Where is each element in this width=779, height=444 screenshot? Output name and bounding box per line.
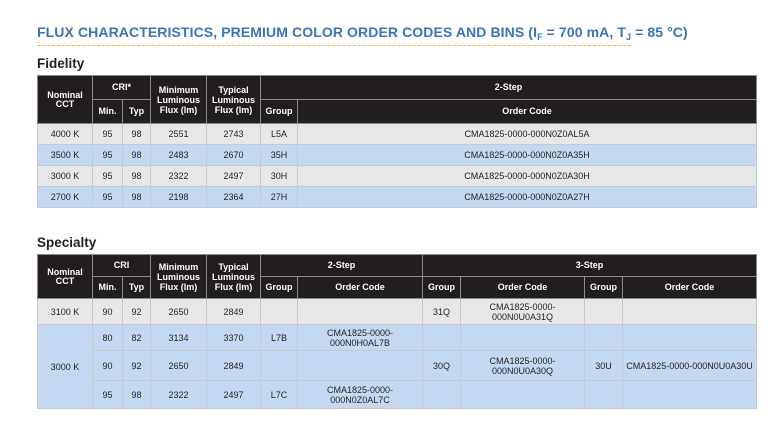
cell-order-code: CMA1825-0000-000N0Z0A30H	[298, 166, 757, 187]
cell-cct: 3100 K	[38, 299, 93, 325]
header-nominal-cct: Nominal CCT	[38, 255, 93, 299]
cell-cri-min: 90	[93, 299, 123, 325]
header-group: Group	[261, 100, 298, 124]
cell-cri-typ: 82	[123, 325, 151, 351]
cell-order-code: CMA1825-0000-000N0Z0A35H	[298, 145, 757, 166]
cell-cct: 3000 K	[38, 166, 93, 187]
table-row	[38, 325, 757, 351]
cell-min-flux: 2322	[151, 381, 207, 409]
cell-3step-order-code	[461, 325, 585, 351]
cell-min-flux: 2650	[151, 351, 207, 381]
cell-cri-typ: 98	[123, 145, 151, 166]
header-minimum-flux: Minimum Luminous Flux (lm)	[151, 76, 207, 124]
cell-3step-order-code: CMA1825-0000-000N0U0A31Q	[461, 299, 585, 325]
cell-2step-group: L7B	[261, 325, 298, 351]
table-row	[38, 166, 757, 187]
cell-typ-flux: 2497	[207, 381, 261, 409]
table-row	[38, 351, 757, 381]
cell-3step-group: 30U	[585, 351, 623, 381]
cell-group: 35H	[261, 145, 298, 166]
cell-2step-group	[261, 299, 298, 325]
cell-3step-group	[423, 381, 461, 409]
cell-min-flux: 2322	[151, 166, 207, 187]
cell-cct: 3500 K	[38, 145, 93, 166]
cell-3step-group	[585, 325, 623, 351]
cell-3step-order-code: CMA1825-0000-000N0U0A30Q	[461, 351, 585, 381]
cell-min-flux: 2198	[151, 187, 207, 208]
cell-cct: 4000 K	[38, 124, 93, 145]
cell-cri-min: 95	[93, 145, 123, 166]
cell-cri-min: 95	[93, 166, 123, 187]
cell-typ-flux: 2670	[207, 145, 261, 166]
table-row	[38, 187, 757, 208]
cell-group: L5A	[261, 124, 298, 145]
table-row	[38, 299, 757, 325]
cell-min-flux: 3134	[151, 325, 207, 351]
page-title: FLUX CHARACTERISTICS, PREMIUM COLOR ORDER CODES AND BINS ($I_F = 700$ mA, $T_J = 85$ °C)	[37, 24, 688, 42]
cell-order-code: CMA1825-0000-000N0Z0AL5A	[298, 124, 757, 145]
cell-typ-flux: 2849	[207, 351, 261, 381]
cell-cri-min: 95	[93, 381, 123, 409]
header-cri-min: Min.	[93, 100, 123, 124]
cell-2step-order-code	[298, 299, 423, 325]
header-3-step: 3-Step	[423, 255, 757, 277]
cell-typ-flux: 2364	[207, 187, 261, 208]
cell-min-flux: 2551	[151, 124, 207, 145]
cell-typ-flux: 2849	[207, 299, 261, 325]
cell-order-code: CMA1825-0000-000N0Z0A27H	[298, 187, 757, 208]
header-cri: CRI*	[93, 76, 151, 100]
header-group: Group	[423, 277, 461, 299]
table-row	[38, 124, 757, 145]
cell-3step-group	[585, 381, 623, 409]
specialty-table	[37, 254, 757, 409]
cell-3step-group: 31Q	[423, 299, 461, 325]
cell-cri-typ: 98	[123, 124, 151, 145]
cell-typ-flux: 2497	[207, 166, 261, 187]
section-title-specialty: Specialty	[37, 235, 97, 250]
section-title-fidelity: Fidelity	[37, 56, 85, 71]
cell-2step-group: L7C	[261, 381, 298, 409]
cell-typ-flux: 3370	[207, 325, 261, 351]
cell-3step-order-code: CMA1825-0000-000N0U0A30U	[623, 351, 757, 381]
header-2-step: 2-Step	[261, 76, 757, 100]
cell-group: 30H	[261, 166, 298, 187]
header-cri-min: Min.	[93, 277, 123, 299]
header-order-code: Order Code	[298, 100, 757, 124]
cell-3step-order-code	[623, 299, 757, 325]
cell-3step-group	[423, 325, 461, 351]
cell-group: 27H	[261, 187, 298, 208]
cell-min-flux: 2650	[151, 299, 207, 325]
cell-cri-min: 95	[93, 187, 123, 208]
cell-cct: 2700 K	[38, 187, 93, 208]
cell-cri-min: 90	[93, 351, 123, 381]
cell-cri-typ: 92	[123, 299, 151, 325]
cell-cri-typ: 98	[123, 187, 151, 208]
cell-min-flux: 2483	[151, 145, 207, 166]
cell-3step-order-code	[461, 381, 585, 409]
table-row	[38, 381, 757, 409]
header-group: Group	[585, 277, 623, 299]
cell-cri-typ: 98	[123, 381, 151, 409]
cell-3step-order-code	[623, 325, 757, 351]
header-minimum-flux: Minimum Luminous Flux (lm)	[151, 255, 207, 299]
cell-2step-order-code	[298, 351, 423, 381]
cell-2step-order-code: CMA1825-0000-000N0Z0AL7C	[298, 381, 423, 409]
cell-cri-min: 95	[93, 124, 123, 145]
header-typical-flux: Typical Luminous Flux (lm)	[207, 76, 261, 124]
table-row	[38, 145, 757, 166]
header-cri: CRI	[93, 255, 151, 277]
header-order-code: Order Code	[623, 277, 757, 299]
header-order-code: Order Code	[461, 277, 585, 299]
header-typical-flux: Typical Luminous Flux (lm)	[207, 255, 261, 299]
cell-typ-flux: 2743	[207, 124, 261, 145]
cell-3step-group	[585, 299, 623, 325]
cell-3step-order-code	[623, 381, 757, 409]
title-divider	[37, 45, 631, 46]
cell-cri-typ: 98	[123, 166, 151, 187]
cell-cri-min: 80	[93, 325, 123, 351]
header-cri-typ: Typ	[123, 277, 151, 299]
fidelity-table	[37, 75, 757, 208]
cell-2step-order-code: CMA1825-0000-000N0H0AL7B	[298, 325, 423, 351]
header-nominal-cct: Nominal CCT	[38, 76, 93, 124]
cell-cct: 3000 K	[38, 325, 93, 409]
header-2-step: 2-Step	[261, 255, 423, 277]
cell-3step-group: 30Q	[423, 351, 461, 381]
cell-cri-typ: 92	[123, 351, 151, 381]
cell-2step-group	[261, 351, 298, 381]
header-order-code: Order Code	[298, 277, 423, 299]
header-group: Group	[261, 277, 298, 299]
header-cri-typ: Typ	[123, 100, 151, 124]
